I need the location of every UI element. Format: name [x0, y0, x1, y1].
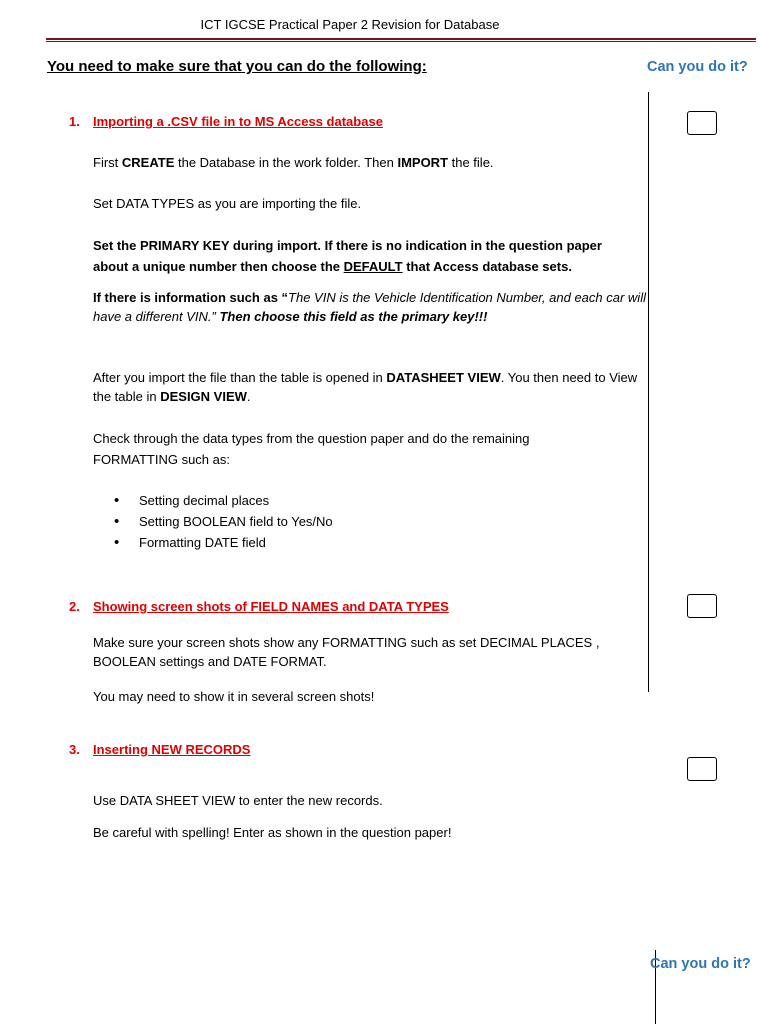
section-1-paragraph-vin: If there is information such as “The VIN is the Vehicle Identification Number, and each car will have a different VIN.” Then choose this field as the primary key!!! — [93, 290, 646, 324]
section-3-number: 3. — [69, 742, 80, 757]
section-1-paragraph-data-types: Set DATA TYPES as you are importing the file. — [93, 196, 362, 211]
section-1-title: Importing a .CSV file in to MS Access database — [93, 114, 383, 129]
formatting-bullet-list — [112, 490, 333, 553]
section-1-paragraph-create: First CREATE the Database in the work folder. Then IMPORT the file. — [93, 155, 494, 170]
section-1-checkbox[interactable] — [687, 111, 717, 135]
section-2-checkbox[interactable] — [687, 594, 717, 618]
section-3-checkbox[interactable] — [687, 757, 717, 781]
section-2-paragraph-several-shots: You may need to show it in several screen shots! — [93, 689, 375, 704]
section-2-number: 2. — [69, 599, 80, 614]
main-title: You need to make sure that you can do the following: — [47, 58, 427, 75]
section-3-paragraph-datasheet: Use DATA SHEET VIEW to enter the new records. — [93, 793, 383, 808]
can-you-do-it-label-top: Can you do it? — [647, 59, 748, 75]
section-2-paragraph-formatting: Make sure your screen shots show any FORMATTING such as set DECIMAL PLACES , BOOLEAN settings and DATE FORMAT. — [93, 635, 600, 669]
section-1-number: 1. — [69, 114, 80, 129]
header-divider — [46, 38, 756, 42]
section-3-title: Inserting NEW RECORDS — [93, 742, 251, 757]
section-2-title: Showing screen shots of FIELD NAMES and DATA TYPES — [93, 599, 449, 614]
section-1-paragraph-datasheet-view: After you import the file than the table is opened in DATASHEET VIEW. You then need to View the table in DESIGN VIEW. — [93, 370, 638, 404]
list-item: • Formatting DATE field — [112, 532, 333, 553]
list-item: • Setting decimal places — [112, 490, 333, 511]
can-you-do-it-label-bottom: Can you do it? — [650, 956, 751, 972]
list-item: • Setting BOOLEAN field to Yes/No — [112, 511, 333, 532]
section-3-paragraph-spelling: Be careful with spelling! Enter as shown in the question paper! — [93, 825, 452, 840]
section-1-paragraph-primary-key: Set the PRIMARY KEY during import. If there is no indication in the question paper about a unique number then choose the DEFAULT that Access database sets. — [93, 238, 602, 274]
page-header-title: ICT IGCSE Practical Paper 2 Revision for Database — [200, 17, 500, 32]
section-1-paragraph-formatting: Check through the data types from the question paper and do the remaining FORMATTING such as: — [93, 431, 530, 467]
